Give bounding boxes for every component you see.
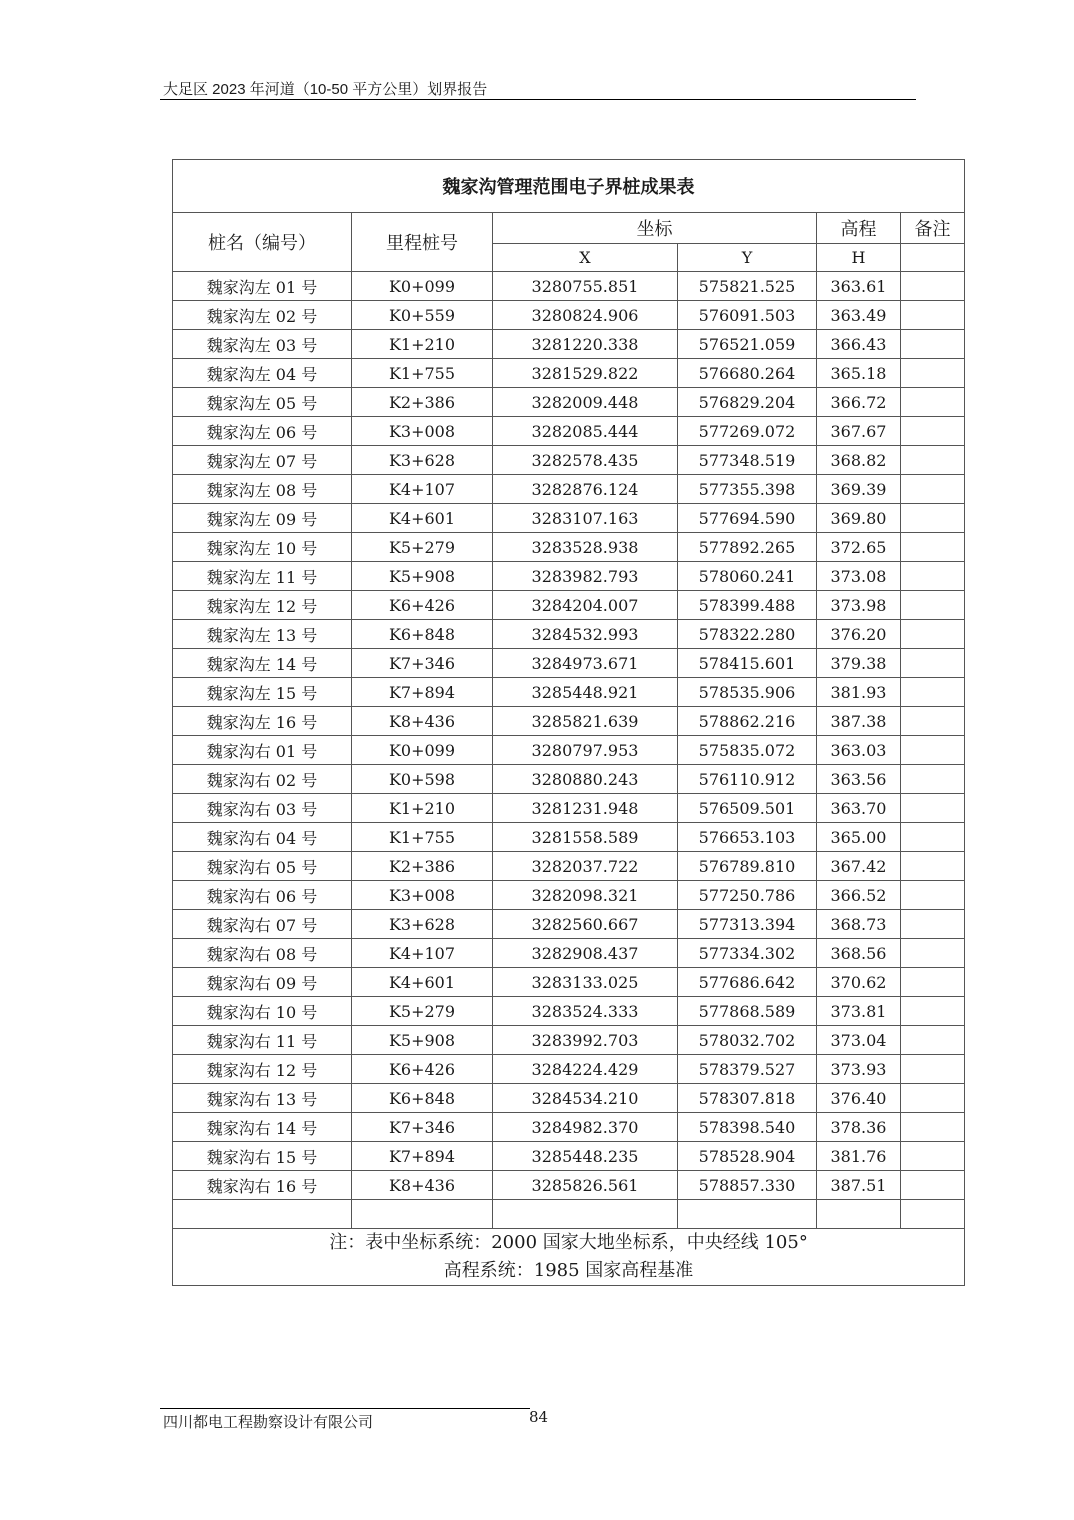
cell-chainage: K0+559	[352, 301, 493, 330]
header-h: H	[817, 244, 901, 272]
cell-x: 3282876.124	[493, 475, 678, 504]
cell-remarks	[901, 939, 965, 968]
cell-name: 魏家沟左 01 号	[173, 272, 352, 301]
cell-chainage: K1+210	[352, 794, 493, 823]
cell-remarks	[901, 330, 965, 359]
cell-remarks	[901, 620, 965, 649]
header-coordinates: 坐标	[493, 213, 817, 244]
cell-chainage: K1+755	[352, 359, 493, 388]
header-rule	[160, 99, 916, 100]
table-row	[173, 707, 965, 736]
cell-chainage: K6+426	[352, 591, 493, 620]
cell-name: 魏家沟右 05 号	[173, 852, 352, 881]
cell-remarks	[901, 446, 965, 475]
cell-name: 魏家沟右 04 号	[173, 823, 352, 852]
table-row	[173, 968, 965, 997]
header-y: Y	[678, 244, 817, 272]
cell-name: 魏家沟右 09 号	[173, 968, 352, 997]
cell-chainage: K2+386	[352, 852, 493, 881]
header-remarks: 备注	[901, 213, 965, 244]
cell-remarks	[901, 1142, 965, 1171]
cell-name: 魏家沟右 07 号	[173, 910, 352, 939]
cell-remarks	[901, 649, 965, 678]
cell-h: 363.61	[817, 272, 901, 301]
cell-y: 578379.527	[678, 1055, 817, 1084]
cell-remarks	[901, 1200, 965, 1229]
cell-x: 3283528.938	[493, 533, 678, 562]
cell-y	[678, 1200, 817, 1229]
cell-name: 魏家沟右 16 号	[173, 1171, 352, 1200]
cell-chainage: K7+894	[352, 1142, 493, 1171]
cell-name: 魏家沟左 03 号	[173, 330, 352, 359]
cell-h: 368.73	[817, 910, 901, 939]
cell-h: 363.03	[817, 736, 901, 765]
cell-remarks	[901, 852, 965, 881]
cell-remarks	[901, 881, 965, 910]
cell-x: 3280824.906	[493, 301, 678, 330]
cell-chainage: K5+279	[352, 997, 493, 1026]
cell-chainage: K0+099	[352, 736, 493, 765]
table-row	[173, 272, 965, 301]
cell-y: 576653.103	[678, 823, 817, 852]
cell-h: 366.43	[817, 330, 901, 359]
cell-chainage: K4+107	[352, 939, 493, 968]
cell-remarks	[901, 504, 965, 533]
cell-h: 366.72	[817, 388, 901, 417]
cell-name: 魏家沟右 14 号	[173, 1113, 352, 1142]
cell-name: 魏家沟左 12 号	[173, 591, 352, 620]
table-row	[173, 620, 965, 649]
header-chainage: 里程桩号	[352, 213, 493, 272]
cell-y: 578398.540	[678, 1113, 817, 1142]
cell-h: 365.00	[817, 823, 901, 852]
cell-remarks	[901, 1055, 965, 1084]
cell-x: 3282908.437	[493, 939, 678, 968]
cell-chainage: K8+436	[352, 1171, 493, 1200]
cell-chainage: K1+755	[352, 823, 493, 852]
header-name: 桩名（编号）	[173, 213, 352, 272]
cell-h: 367.67	[817, 417, 901, 446]
cell-chainage: K7+346	[352, 1113, 493, 1142]
cell-x: 3285448.235	[493, 1142, 678, 1171]
table-row	[173, 1026, 965, 1055]
cell-x: 3280797.953	[493, 736, 678, 765]
cell-name: 魏家沟右 10 号	[173, 997, 352, 1026]
table-row	[173, 1055, 965, 1084]
table-row	[173, 794, 965, 823]
note-cell	[173, 1229, 965, 1286]
cell-x: 3284982.370	[493, 1113, 678, 1142]
table-title: 魏家沟管理范围电子界桩成果表	[173, 160, 965, 213]
cell-name: 魏家沟右 15 号	[173, 1142, 352, 1171]
cell-remarks	[901, 707, 965, 736]
cell-x: 3283524.333	[493, 997, 678, 1026]
cell-x: 3280755.851	[493, 272, 678, 301]
cell-remarks	[901, 1113, 965, 1142]
page-header: 大足区 2023 年河道（10-50 平方公里）划界报告	[163, 81, 488, 98]
cell-x: 3284534.210	[493, 1084, 678, 1113]
cell-h: 368.56	[817, 939, 901, 968]
table-row	[173, 330, 965, 359]
cell-x: 3285448.921	[493, 678, 678, 707]
table-row	[173, 417, 965, 446]
cell-name: 魏家沟右 06 号	[173, 881, 352, 910]
cell-remarks	[901, 475, 965, 504]
cell-remarks	[901, 562, 965, 591]
result-table	[172, 159, 965, 1286]
cell-remarks	[901, 359, 965, 388]
cell-h	[817, 1200, 901, 1229]
cell-h: 366.52	[817, 881, 901, 910]
cell-h: 367.42	[817, 852, 901, 881]
cell-x: 3281529.822	[493, 359, 678, 388]
cell-name: 魏家沟左 15 号	[173, 678, 352, 707]
cell-h: 373.08	[817, 562, 901, 591]
cell-chainage: K3+628	[352, 910, 493, 939]
cell-h: 363.56	[817, 765, 901, 794]
cell-x: 3285821.639	[493, 707, 678, 736]
cell-name: 魏家沟左 13 号	[173, 620, 352, 649]
table-row	[173, 823, 965, 852]
cell-y: 577269.072	[678, 417, 817, 446]
cell-remarks	[901, 736, 965, 765]
cell-remarks	[901, 533, 965, 562]
cell-name: 魏家沟右 11 号	[173, 1026, 352, 1055]
cell-y: 577348.519	[678, 446, 817, 475]
cell-y: 576091.503	[678, 301, 817, 330]
cell-remarks	[901, 678, 965, 707]
cell-name: 魏家沟左 07 号	[173, 446, 352, 475]
cell-x	[493, 1200, 678, 1229]
cell-x: 3285826.561	[493, 1171, 678, 1200]
cell-name: 魏家沟左 11 号	[173, 562, 352, 591]
cell-y: 578322.280	[678, 620, 817, 649]
cell-y: 576680.264	[678, 359, 817, 388]
cell-h: 387.38	[817, 707, 901, 736]
table-row	[173, 1142, 965, 1171]
cell-chainage: K0+598	[352, 765, 493, 794]
cell-remarks	[901, 968, 965, 997]
note-elevation-system: 高程系统：1985 国家高程基准	[443, 1260, 694, 1281]
table-header-row	[173, 213, 965, 244]
cell-y: 576829.204	[678, 388, 817, 417]
header-remarks-blank	[901, 244, 965, 272]
table-row	[173, 562, 965, 591]
cell-remarks	[901, 1084, 965, 1113]
cell-y: 578060.241	[678, 562, 817, 591]
cell-chainage: K0+099	[352, 272, 493, 301]
cell-x: 3282009.448	[493, 388, 678, 417]
cell-remarks	[901, 765, 965, 794]
cell-name: 魏家沟左 06 号	[173, 417, 352, 446]
table-row	[173, 939, 965, 968]
table-row	[173, 301, 965, 330]
cell-chainage: K4+601	[352, 504, 493, 533]
cell-x: 3281220.338	[493, 330, 678, 359]
table-row	[173, 591, 965, 620]
cell-x: 3283982.793	[493, 562, 678, 591]
cell-h: 373.81	[817, 997, 901, 1026]
footer-company: 四川都电工程勘察设计有限公司	[163, 1414, 374, 1431]
cell-remarks	[901, 388, 965, 417]
cell-chainage: K6+426	[352, 1055, 493, 1084]
page-number: 84	[529, 1408, 549, 1426]
cell-h: 370.62	[817, 968, 901, 997]
cell-y: 578528.904	[678, 1142, 817, 1171]
cell-chainage	[352, 1200, 493, 1229]
cell-remarks	[901, 823, 965, 852]
cell-name: 魏家沟右 03 号	[173, 794, 352, 823]
cell-remarks	[901, 591, 965, 620]
cell-h: 363.70	[817, 794, 901, 823]
cell-x: 3282560.667	[493, 910, 678, 939]
cell-chainage: K6+848	[352, 620, 493, 649]
cell-h: 373.04	[817, 1026, 901, 1055]
cell-y: 577868.589	[678, 997, 817, 1026]
cell-remarks	[901, 417, 965, 446]
table-row	[173, 881, 965, 910]
cell-x: 3281558.589	[493, 823, 678, 852]
cell-x: 3282085.444	[493, 417, 678, 446]
cell-h: 363.49	[817, 301, 901, 330]
table-row	[173, 678, 965, 707]
table-row	[173, 1200, 965, 1229]
cell-h: 373.98	[817, 591, 901, 620]
cell-chainage: K7+894	[352, 678, 493, 707]
note-coordinate-system: 注：表中坐标系统：2000 国家大地坐标系，中央经线 105°	[329, 1232, 808, 1253]
cell-x: 3282098.321	[493, 881, 678, 910]
cell-chainage: K5+908	[352, 562, 493, 591]
header-x: X	[493, 244, 678, 272]
cell-name: 魏家沟右 02 号	[173, 765, 352, 794]
table-row	[173, 765, 965, 794]
cell-y: 578857.330	[678, 1171, 817, 1200]
cell-h: 365.18	[817, 359, 901, 388]
cell-x: 3283133.025	[493, 968, 678, 997]
cell-y: 577355.398	[678, 475, 817, 504]
cell-name: 魏家沟左 09 号	[173, 504, 352, 533]
cell-chainage: K2+386	[352, 388, 493, 417]
cell-h: 372.65	[817, 533, 901, 562]
table-row	[173, 852, 965, 881]
cell-h: 381.76	[817, 1142, 901, 1171]
cell-h: 376.20	[817, 620, 901, 649]
cell-remarks	[901, 301, 965, 330]
cell-chainage: K7+346	[352, 649, 493, 678]
cell-y: 578307.818	[678, 1084, 817, 1113]
cell-h: 376.40	[817, 1084, 901, 1113]
cell-y: 578032.702	[678, 1026, 817, 1055]
cell-y: 577694.590	[678, 504, 817, 533]
cell-chainage: K3+628	[352, 446, 493, 475]
cell-name: 魏家沟左 08 号	[173, 475, 352, 504]
table-row	[173, 910, 965, 939]
cell-x: 3284204.007	[493, 591, 678, 620]
cell-h: 378.36	[817, 1113, 901, 1142]
cell-h: 368.82	[817, 446, 901, 475]
cell-y: 576509.501	[678, 794, 817, 823]
cell-remarks	[901, 910, 965, 939]
cell-h: 381.93	[817, 678, 901, 707]
cell-name: 魏家沟左 14 号	[173, 649, 352, 678]
cell-remarks	[901, 997, 965, 1026]
cell-remarks	[901, 1171, 965, 1200]
cell-name	[173, 1200, 352, 1229]
cell-y: 575835.072	[678, 736, 817, 765]
cell-chainage: K6+848	[352, 1084, 493, 1113]
cell-h: 387.51	[817, 1171, 901, 1200]
cell-x: 3282037.722	[493, 852, 678, 881]
cell-chainage: K4+107	[352, 475, 493, 504]
cell-h: 369.39	[817, 475, 901, 504]
cell-y: 576789.810	[678, 852, 817, 881]
cell-x: 3282578.435	[493, 446, 678, 475]
table-row	[173, 649, 965, 678]
cell-y: 577250.786	[678, 881, 817, 910]
cell-name: 魏家沟右 08 号	[173, 939, 352, 968]
cell-name: 魏家沟右 01 号	[173, 736, 352, 765]
table-row	[173, 1171, 965, 1200]
footer-rule	[160, 1408, 530, 1409]
cell-y: 576110.912	[678, 765, 817, 794]
table-row	[173, 475, 965, 504]
cell-x: 3281231.948	[493, 794, 678, 823]
cell-name: 魏家沟左 04 号	[173, 359, 352, 388]
cell-name: 魏家沟右 12 号	[173, 1055, 352, 1084]
table-title-row	[173, 160, 965, 213]
cell-y: 577334.302	[678, 939, 817, 968]
cell-chainage: K3+008	[352, 417, 493, 446]
cell-x: 3284973.671	[493, 649, 678, 678]
note-row	[173, 1229, 965, 1286]
cell-remarks	[901, 272, 965, 301]
table-row	[173, 736, 965, 765]
table-row	[173, 997, 965, 1026]
cell-chainage: K4+601	[352, 968, 493, 997]
table-row	[173, 388, 965, 417]
cell-name: 魏家沟右 13 号	[173, 1084, 352, 1113]
cell-y: 578399.488	[678, 591, 817, 620]
cell-h: 373.93	[817, 1055, 901, 1084]
table-row	[173, 359, 965, 388]
cell-x: 3283107.163	[493, 504, 678, 533]
cell-y: 577313.394	[678, 910, 817, 939]
cell-remarks	[901, 794, 965, 823]
table-row	[173, 446, 965, 475]
cell-name: 魏家沟左 10 号	[173, 533, 352, 562]
cell-name: 魏家沟左 16 号	[173, 707, 352, 736]
cell-y: 577892.265	[678, 533, 817, 562]
cell-name: 魏家沟左 02 号	[173, 301, 352, 330]
cell-x: 3283992.703	[493, 1026, 678, 1055]
cell-y: 578862.216	[678, 707, 817, 736]
cell-x: 3284224.429	[493, 1055, 678, 1084]
cell-chainage: K3+008	[352, 881, 493, 910]
cell-y: 576521.059	[678, 330, 817, 359]
cell-chainage: K5+908	[352, 1026, 493, 1055]
cell-x: 3284532.993	[493, 620, 678, 649]
table-row	[173, 1084, 965, 1113]
table-row	[173, 533, 965, 562]
cell-remarks	[901, 1026, 965, 1055]
cell-chainage: K8+436	[352, 707, 493, 736]
cell-chainage: K1+210	[352, 330, 493, 359]
table-row	[173, 1113, 965, 1142]
cell-y: 578535.906	[678, 678, 817, 707]
cell-name: 魏家沟左 05 号	[173, 388, 352, 417]
cell-h: 379.38	[817, 649, 901, 678]
table-row	[173, 504, 965, 533]
cell-y: 577686.642	[678, 968, 817, 997]
cell-y: 578415.601	[678, 649, 817, 678]
header-elevation: 高程	[817, 213, 901, 244]
cell-h: 369.80	[817, 504, 901, 533]
cell-x: 3280880.243	[493, 765, 678, 794]
cell-y: 575821.525	[678, 272, 817, 301]
cell-chainage: K5+279	[352, 533, 493, 562]
